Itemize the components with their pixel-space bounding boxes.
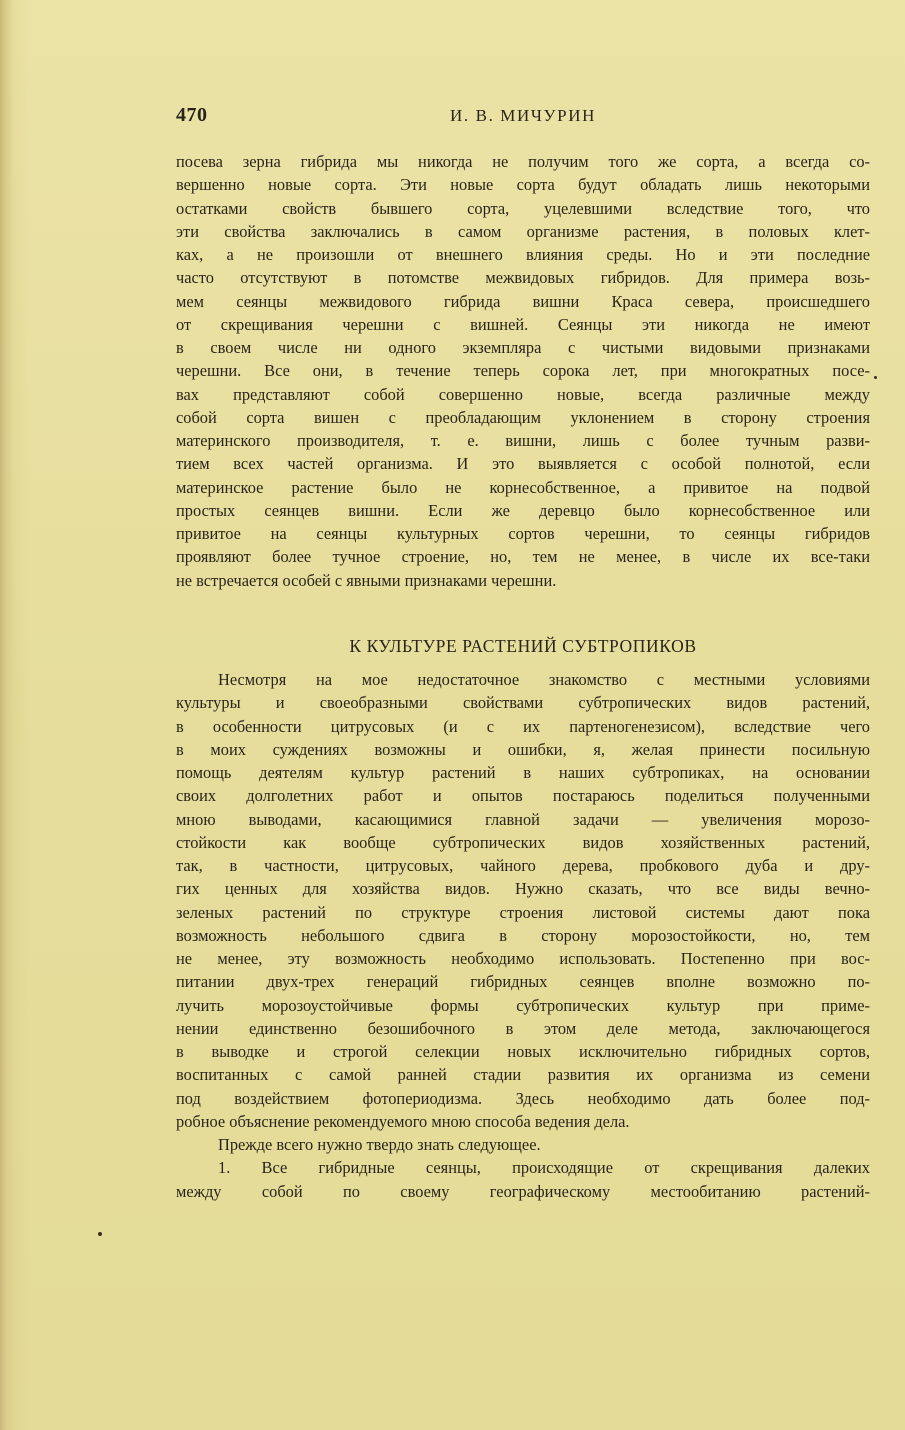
text-line: так, в частности, цитрусовых, чайного дерева, пробкового дуба и дру- [176,856,870,875]
text-line: материнского производителя, т. е. вишни, лишь с более тучным разви- [176,431,870,450]
page-number: 470 [176,104,208,126]
running-head [176,104,870,130]
text-line: посева зерна гибрида мы никогда не получим того же сорта, а всегда со- [176,152,870,171]
text-line: питании двух-трех генераций гибридных сеянцев вполне возможно по- [176,972,870,992]
text-line: между собой по своему географическому местообитанию растений- [176,1181,870,1201]
text-line: гих ценных для хозяйства видов. Нужно сказать, что все виды вечно- [176,879,870,899]
text-line: черешни. Все они, в течение теперь сорока лет, при многократных посе- [176,361,870,381]
text-line: в своем числе ни одного экземпляра с чистыми видовыми признаками [176,338,870,357]
text-line: часто отсутствуют в потомстве межвидовых гибридов. Для примера возь- [176,268,870,288]
text-line: эти свойства заключались в самом организме растения, в половых клет- [176,221,870,241]
text-line: вершенно новые сорта. Эти новые сорта будут обладать лишь некоторыми [176,175,870,195]
text-line: проявляют более тучное строение, но, тем не менее, в числе их все-таки [176,547,870,567]
text-line: вах представляют собой совершенно новые, всегда различные между [176,384,870,404]
text-line: Несмотря на мое недостаточное знакомство с местными условиями [218,670,870,689]
text-line: своих долголетних работ и опытов постараюсь поделиться полученными [176,786,870,806]
text-line: остатками свойств бывшего сорта, уцелевшими вследствие того, что [176,198,870,218]
ink-speck [98,1232,102,1236]
text-line: привитое на сеянцы культурных сортов черешни, то сеянцы гибридов [176,524,870,543]
text-line: собой сорта вишен с преобладающим уклонением в сторону строения [176,407,870,427]
text-line: тием всех частей организма. И это выявляется с особой полнотой, если [176,454,870,474]
text-line: лучить морозоустойчивые формы субтропических культур при приме- [176,995,870,1015]
text-line: стойкости как вообще субтропических видов хозяйственных растений, [176,832,870,852]
text-line: от скрещивания черешни с вишней. Сеянцы эти никогда не имеют [176,314,870,334]
text-line: помощь деятелям культур растений в наших субтропиках, на основании [176,763,870,782]
paragraph-continued [176,150,870,592]
text-line: в выводке и строгой селекции новых исключительно гибридных сортов, [176,1042,870,1061]
text-line: не встречается особей с явными признаками черешни. [176,570,557,590]
text-line: воспитанных с самой ранней стадии развития их организма из семени [176,1065,870,1085]
text-line: мем сеянцы межвидового гибрида вишни Краса севера, происшедшего [176,291,870,311]
text-line: 1. Все гибридные сеянцы, происходящие от скрещивания далеких [218,1158,870,1178]
text-line: нении единственно безошибочного в этом деле метода, заключающегося [176,1018,870,1038]
text-line: возможность небольшого сдвига в сторону морозостойкости, но, тем [176,925,870,945]
text-line: не менее, эту возможность необходимо использовать. Постепенно при вос- [176,949,870,968]
text-line: робное объяснение рекомендуемого мною способа ведения дела. [176,1111,630,1131]
text-line: в моих суждениях возможны и ошибки, я, желая принести посильную [176,739,870,759]
text-line: простых сеянцев вишни. Если же деревцо было корнесобственное или [176,500,870,520]
section-heading: К КУЛЬТУРЕ РАСТЕНИЙ СУБТРОПИКОВ [349,636,697,656]
text-line: Прежде всего нужно твердо знать следующее. [218,1135,541,1154]
section-body [176,668,870,1203]
running-title: И. В. МИЧУРИН [450,106,596,125]
text-line: ках, а не произошли от внешнего влияния среды. Но и эти последние [176,245,870,264]
text-line: мною выводами, касающимися главной задачи — увеличения морозо- [176,809,870,829]
text-line: материнское растение было не корнесобственное, а привитое на подвой [176,477,870,497]
text-line: под воздействием фотопериодизма. Здесь необходимо дать более под- [176,1088,870,1108]
ink-speck [874,376,877,379]
text-line: зеленых растений по структуре строения листовой системы дают пока [176,902,870,922]
page-spine-shadow [0,0,12,1430]
text-line: культуры и своеобразными свойствами субтропических видов растений, [176,693,870,713]
text-line: в особенности цитрусовых (и с их партеногенезисом), вследствие чего [176,716,870,736]
